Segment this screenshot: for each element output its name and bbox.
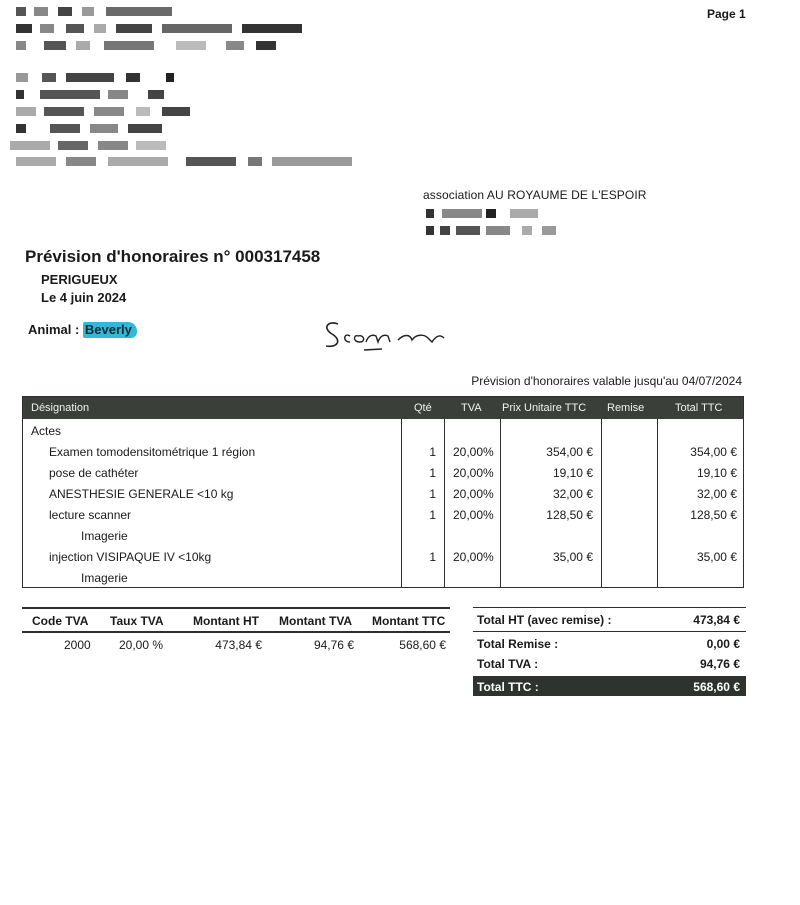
header-discount: Remise bbox=[607, 402, 645, 414]
document-date: Le 4 juin 2024 bbox=[41, 290, 127, 305]
item-tva: 20,00% bbox=[453, 466, 494, 480]
line-items-table bbox=[22, 396, 744, 588]
table-row bbox=[23, 463, 743, 483]
item-qty: 1 bbox=[429, 508, 436, 522]
table-row bbox=[23, 484, 743, 504]
section-label: Actes bbox=[31, 424, 62, 438]
total-ttc-row bbox=[473, 676, 746, 696]
animal-name-highlighted: Beverly bbox=[83, 322, 137, 338]
item-tva: 20,00% bbox=[453, 550, 494, 564]
item-tva: 20,00% bbox=[453, 487, 494, 501]
page-number: Page 1 bbox=[707, 7, 746, 21]
recipient-name: association AU ROYAUME DE L'ESPOIR bbox=[423, 188, 647, 202]
animal-label: Animal : bbox=[28, 322, 83, 337]
tva-rate-value: 20,00 % bbox=[119, 638, 164, 652]
item-tva: 20,00% bbox=[453, 508, 494, 522]
divider bbox=[22, 607, 450, 609]
item-total: 32,00 € bbox=[696, 487, 737, 501]
header-total: Total TTC bbox=[675, 402, 723, 414]
tva-header-amount-ht: Montant HT bbox=[193, 614, 259, 628]
item-unit-price: 35,00 € bbox=[552, 550, 593, 564]
divider bbox=[473, 631, 746, 632]
table-row-sub bbox=[23, 568, 743, 588]
header-tva: TVA bbox=[461, 402, 482, 414]
header-qty: Qté bbox=[414, 402, 432, 414]
item-qty: 1 bbox=[429, 550, 436, 564]
document-city: PERIGUEUX bbox=[41, 272, 118, 287]
item-total: 35,00 € bbox=[696, 550, 737, 564]
tva-header-rate: Taux TVA bbox=[110, 614, 164, 628]
divider bbox=[473, 607, 746, 608]
table-row bbox=[23, 442, 743, 462]
total-ttc-value: 568,60 € bbox=[693, 680, 740, 694]
divider bbox=[22, 631, 450, 633]
total-ht-row bbox=[473, 609, 746, 629]
item-total: 354,00 € bbox=[690, 445, 737, 459]
item-designation: ANESTHESIE GENERALE <10 kg bbox=[49, 487, 234, 501]
total-ttc-label: Total TTC : bbox=[477, 680, 539, 694]
tva-amount-tva-value: 94,76 € bbox=[313, 638, 354, 652]
document-title: Prévision d'honoraires n° 000317458 bbox=[25, 247, 321, 266]
section-row bbox=[23, 421, 743, 441]
tva-header-code: Code TVA bbox=[32, 614, 89, 628]
item-qty: 1 bbox=[429, 487, 436, 501]
tva-amount-ttc-value: 568,60 € bbox=[399, 638, 446, 652]
total-remise-label: Total Remise : bbox=[477, 637, 559, 651]
item-total: 19,10 € bbox=[696, 466, 737, 480]
total-tva-label: Total TVA : bbox=[477, 657, 539, 671]
tva-amount-ht-value: 473,84 € bbox=[215, 638, 262, 652]
total-ht-label: Total HT (avec remise) : bbox=[477, 613, 612, 627]
table-row-sub bbox=[23, 526, 743, 546]
item-subcategory: Imagerie bbox=[81, 571, 128, 585]
item-subcategory: Imagerie bbox=[81, 529, 128, 543]
item-qty: 1 bbox=[429, 445, 436, 459]
item-designation: Examen tomodensitométrique 1 région bbox=[49, 445, 256, 459]
item-tva: 20,00% bbox=[453, 445, 494, 459]
header-designation: Désignation bbox=[31, 402, 90, 414]
item-designation: injection VISIPAQUE IV <10kg bbox=[49, 550, 212, 564]
item-designation: pose de cathéter bbox=[49, 466, 139, 480]
table-header bbox=[23, 397, 743, 419]
item-unit-price: 19,10 € bbox=[552, 466, 593, 480]
item-qty: 1 bbox=[429, 466, 436, 480]
tva-header-amount-tva: Montant TVA bbox=[279, 614, 353, 628]
total-ht-value: 473,84 € bbox=[693, 613, 740, 627]
item-total: 128,50 € bbox=[690, 508, 737, 522]
header-unit-price: Prix Unitaire TTC bbox=[502, 402, 587, 414]
table-row bbox=[23, 505, 743, 525]
total-remise-row bbox=[473, 633, 746, 653]
item-unit-price: 354,00 € bbox=[546, 445, 593, 459]
tva-code-value: 2000 bbox=[64, 638, 91, 652]
item-designation: lecture scanner bbox=[49, 508, 132, 522]
handwritten-annotation-drawing bbox=[320, 312, 450, 356]
item-unit-price: 128,50 € bbox=[546, 508, 593, 522]
animal-line bbox=[28, 322, 137, 337]
validity-notice: Prévision d'honoraires valable jusqu'au 04/07/2024 bbox=[471, 374, 742, 388]
tva-header-amount-ttc: Montant TTC bbox=[372, 614, 446, 628]
total-tva-row bbox=[473, 653, 746, 673]
item-unit-price: 32,00 € bbox=[552, 487, 593, 501]
table-row bbox=[23, 547, 743, 567]
total-tva-value: 94,76 € bbox=[699, 657, 740, 671]
total-remise-value: 0,00 € bbox=[706, 637, 740, 651]
